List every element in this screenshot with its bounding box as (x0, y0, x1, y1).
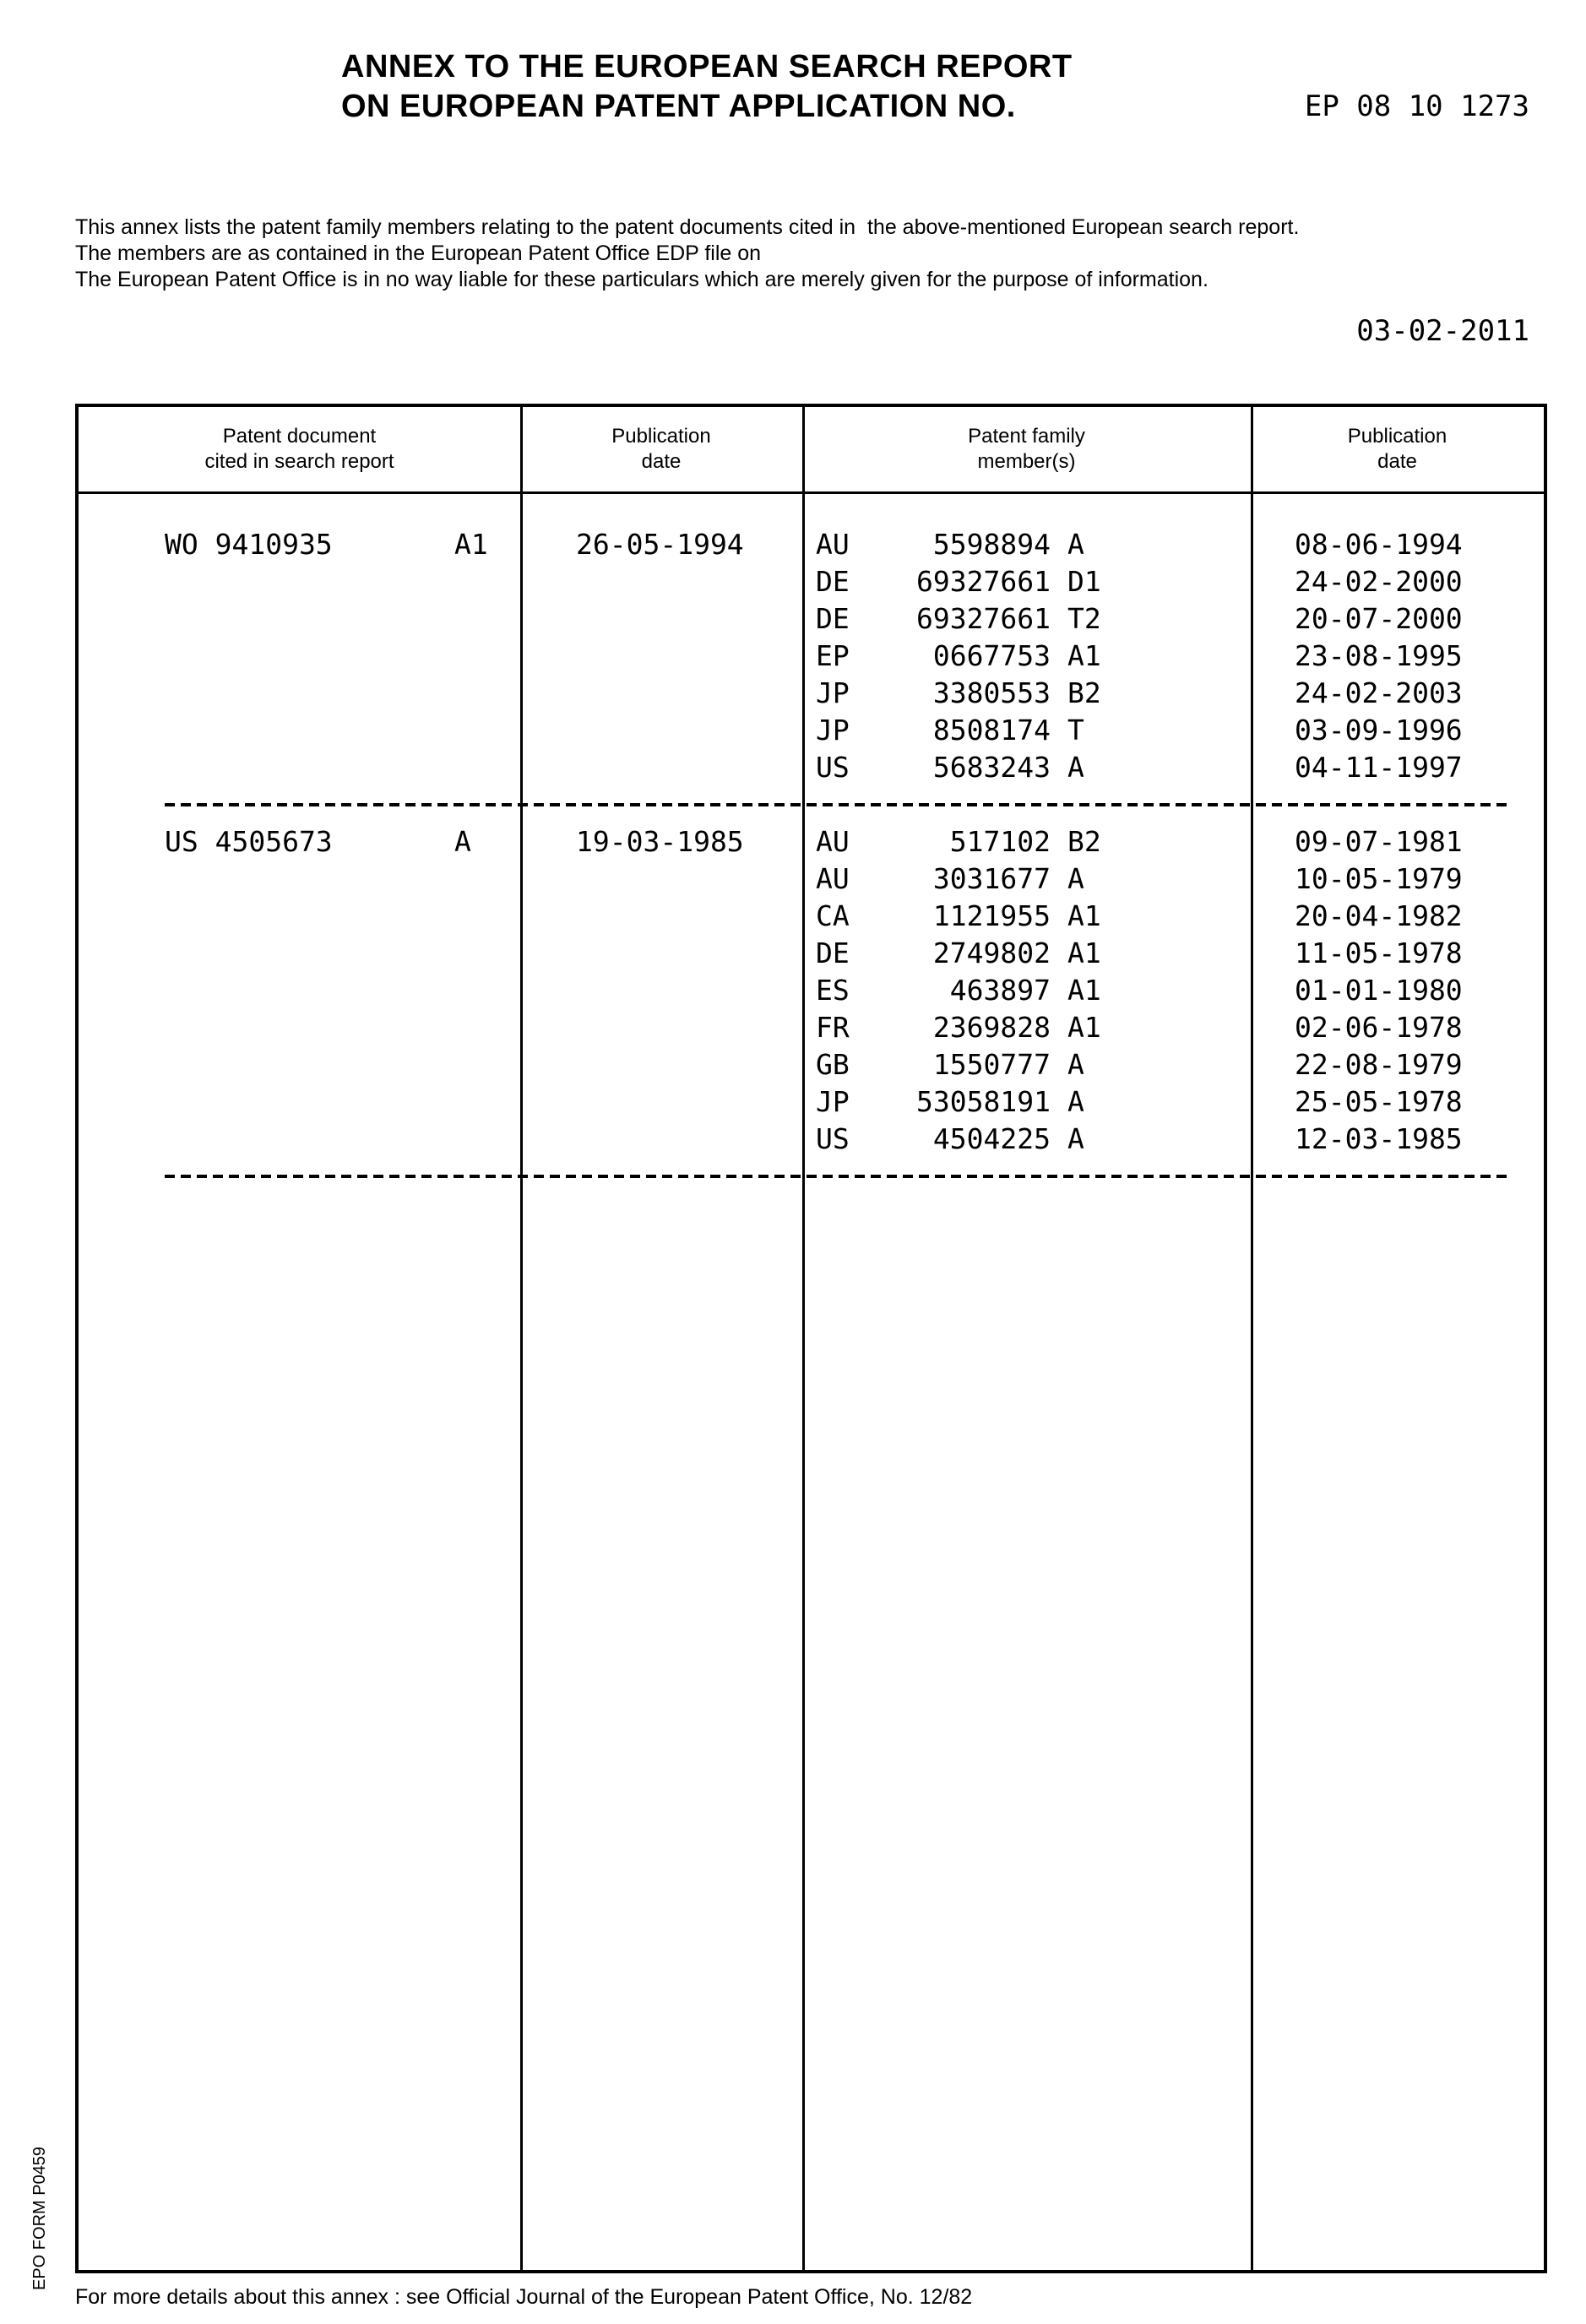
family-member-number: 1121955 (932, 899, 1051, 932)
family-member-country: JP (816, 714, 850, 747)
family-member-publication-date: 02-06-1978 (1295, 1011, 1463, 1044)
header-publication-date-right-line2: date (1377, 450, 1417, 473)
family-member-country: US (816, 751, 850, 784)
family-member-publication-date: 12-03-1985 (1295, 1122, 1463, 1155)
family-member-kind-code: A1 (1067, 937, 1101, 969)
patent-family-group (79, 526, 1544, 786)
family-member-publication-date: 04-11-1997 (1295, 751, 1463, 784)
header-publication-date-left (520, 407, 802, 491)
intro-line-2: The members are as contained in the European Patent Office EDP file on (75, 242, 762, 265)
family-member (816, 1121, 1295, 1158)
table-body (79, 497, 1544, 2270)
family-member-country: DE (816, 602, 850, 635)
header-patent-family (802, 407, 1251, 491)
family-member-kind-code: A (1067, 1085, 1084, 1118)
epo-form-code: EPO FORM P0459 (30, 2146, 49, 2290)
family-member-number: 3031677 (932, 862, 1051, 895)
family-member-publication-date: 10-05-1979 (1295, 862, 1463, 895)
family-member-country: DE (816, 565, 850, 598)
family-member-country: DE (816, 937, 850, 969)
family-member (816, 749, 1295, 786)
family-member (816, 935, 1295, 972)
family-member (816, 1083, 1295, 1121)
cited-patent-kind-code: A (454, 825, 471, 858)
family-member-row (79, 1046, 1544, 1083)
report-title-line1: ANNEX TO THE EUROPEAN SEARCH REPORT (341, 49, 1073, 84)
family-member-kind-code: B2 (1067, 676, 1101, 709)
family-member-number: 69327661 (916, 565, 1051, 598)
family-member-kind-code: A1 (1067, 639, 1101, 672)
family-member-number: 2369828 (932, 1011, 1051, 1044)
family-member (816, 898, 1295, 935)
family-member-number: 5683243 (932, 751, 1051, 784)
family-member-kind-code: T (1067, 714, 1084, 747)
family-member-kind-code: A1 (1067, 899, 1101, 932)
family-member (816, 675, 1295, 712)
family-member-publication-date: 22-08-1979 (1295, 1048, 1463, 1081)
dashed-line (165, 803, 1513, 806)
header-patent-document (79, 407, 520, 491)
family-member-row (79, 675, 1544, 712)
family-member-publication-date: 03-09-1996 (1295, 714, 1463, 747)
application-number: EP 08 10 1273 (1304, 90, 1529, 123)
family-member (816, 712, 1295, 749)
family-member-row (79, 935, 1544, 972)
family-member-row (79, 898, 1544, 935)
patent-family-group (79, 823, 1544, 1158)
family-member-row (79, 861, 1544, 898)
family-member (816, 600, 1295, 638)
header-patent-document-line2: cited in search report (204, 450, 394, 473)
family-member-country: JP (816, 1085, 850, 1118)
report-date: 03-02-2011 (1356, 314, 1529, 348)
family-member (816, 1009, 1295, 1046)
family-member-number: 3380553 (932, 676, 1051, 709)
family-member-row (79, 712, 1544, 749)
family-member-country: CA (816, 899, 850, 932)
family-member-country: FR (816, 1011, 850, 1044)
cited-patent-publication-date: 26-05-1994 (576, 528, 744, 561)
family-member-country: GB (816, 1048, 850, 1081)
family-member-publication-date: 01-01-1980 (1295, 974, 1463, 1007)
family-member (816, 1046, 1295, 1083)
cited-patent-publication-date: 19-03-1985 (576, 825, 744, 858)
family-member-row (79, 972, 1544, 1009)
family-member-kind-code: A (1067, 1122, 1084, 1155)
family-member-country: ES (816, 974, 850, 1007)
family-member-publication-date: 09-07-1981 (1295, 825, 1463, 858)
family-member-publication-date: 11-05-1978 (1295, 937, 1463, 969)
footer-note: For more details about this annex : see Official Journal of the European Patent Office, No. 12/82 (75, 2285, 973, 2309)
table-header-row (79, 407, 1544, 494)
family-member-country: US (816, 1122, 850, 1155)
family-member-number: 463897 (949, 974, 1051, 1007)
family-member-country: EP (816, 639, 850, 672)
patent-family-table (75, 404, 1547, 2273)
family-member-kind-code: T2 (1067, 602, 1101, 635)
family-member-kind-code: D1 (1067, 565, 1101, 598)
family-member-country: JP (816, 676, 850, 709)
header-publication-date-right (1251, 407, 1544, 491)
intro-paragraph (75, 214, 1299, 293)
family-member-row (79, 1121, 1544, 1158)
family-member (816, 861, 1295, 898)
intro-line-3: The European Patent Office is in no way liable for these particulars which are merely given for the purpose of information. (75, 268, 1209, 291)
header-patent-family-line1: Patent family (968, 425, 1085, 448)
family-member-publication-date: 08-06-1994 (1295, 528, 1463, 561)
family-member-number: 517102 (949, 825, 1051, 858)
family-member-number: 1550777 (932, 1048, 1051, 1081)
family-member-publication-date: 20-04-1982 (1295, 899, 1463, 932)
family-member (816, 526, 1295, 563)
family-member-publication-date: 23-08-1995 (1295, 639, 1463, 672)
family-member-number: 2749802 (932, 937, 1051, 969)
family-member-row (79, 600, 1544, 638)
family-member (816, 972, 1295, 1009)
family-member (816, 563, 1295, 600)
family-member-publication-date: 24-02-2000 (1295, 565, 1463, 598)
family-member-number: 53058191 (916, 1085, 1051, 1118)
cited-patent-document: WO 9410935 (165, 528, 333, 561)
group-separator (79, 786, 1544, 823)
family-member (816, 638, 1295, 675)
family-member-row (79, 749, 1544, 786)
report-title (341, 47, 1073, 127)
family-member-row (79, 1083, 1544, 1121)
intro-line-1: This annex lists the patent family members relating to the patent documents cited in the above-mentioned European search report. (75, 215, 1300, 239)
header-publication-date-left-line1: Publication (611, 425, 711, 448)
family-member (816, 823, 1295, 861)
family-member-kind-code: B2 (1067, 825, 1101, 858)
header-publication-date-left-line2: date (641, 450, 682, 473)
family-member-number: 5598894 (932, 528, 1051, 561)
cited-patent-kind-code: A1 (454, 528, 488, 561)
header-publication-date-right-line1: Publication (1347, 425, 1447, 448)
header-patent-family-line2: member(s) (977, 450, 1076, 473)
family-member-publication-date: 25-05-1978 (1295, 1085, 1463, 1118)
header-patent-document-line1: Patent document (222, 425, 377, 448)
report-title-line2: ON EUROPEAN PATENT APPLICATION NO. (341, 89, 1016, 124)
family-member-country: AU (816, 862, 850, 895)
family-member-publication-date: 20-07-2000 (1295, 602, 1463, 635)
cited-patent-document: US 4505673 (165, 825, 333, 858)
family-member-publication-date: 24-02-2003 (1295, 676, 1463, 709)
group-separator (79, 1158, 1544, 1195)
dashed-line (165, 1175, 1513, 1178)
family-member-row (79, 563, 1544, 600)
family-member-number: 69327661 (916, 602, 1051, 635)
family-member-kind-code: A (1067, 528, 1084, 561)
family-member-kind-code: A (1067, 862, 1084, 895)
family-member-row (79, 1009, 1544, 1046)
family-member-kind-code: A (1067, 1048, 1084, 1081)
family-member-number: 0667753 (932, 639, 1051, 672)
family-member-number: 4504225 (932, 1122, 1051, 1155)
family-member-kind-code: A1 (1067, 974, 1101, 1007)
family-member-row (79, 638, 1544, 675)
family-member-country: AU (816, 825, 850, 858)
family-member-kind-code: A (1067, 751, 1084, 784)
family-member-kind-code: A1 (1067, 1011, 1101, 1044)
family-member-country: AU (816, 528, 850, 561)
family-member-number: 8508174 (932, 714, 1051, 747)
